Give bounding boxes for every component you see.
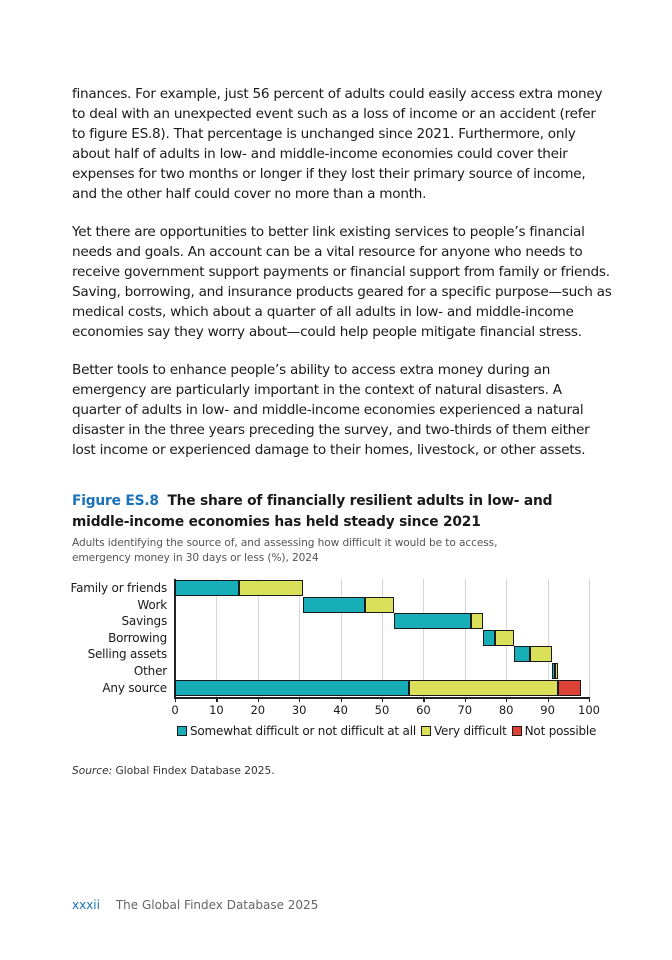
figure-number: Figure ES.8 [72, 493, 159, 509]
category-label: Selling assets [87, 647, 167, 662]
publication-title: The Global Findex Database 2025 [115, 898, 319, 912]
legend-label: Not possible [524, 724, 597, 738]
bar-segment [471, 613, 484, 629]
page-footer [72, 898, 318, 912]
bar-segment [555, 663, 558, 679]
bar-segment [303, 597, 364, 613]
legend-item [421, 724, 507, 738]
body-paragraph-2: Yet there are opportunities to better link existing services to people’s financial needs and goals. An account can be a vital resource for anyone who needs to receive government support payments or financial support from family or friends. Saving, borrowing, and insurance products geared for a specific purpose—such as medical costs, which about a quarter of all adults in low- and middle-income economies say they worry about—could help people mitigate financial stress. [72, 224, 612, 340]
page-number: xxxii [72, 898, 100, 912]
legend-label: Very difficult [433, 724, 507, 738]
bar-segment [495, 630, 513, 646]
x-axis-tick-label: 90 [540, 703, 555, 717]
figure-title-text: The share of financially resilient adults in low- and middle-income economies has held steady since 2021 [72, 493, 553, 530]
bar-segment [483, 630, 495, 646]
legend-swatch-icon [177, 726, 187, 736]
x-axis-tick-label: 40 [333, 703, 348, 717]
category-label: Savings [121, 614, 167, 629]
body-paragraph-1: finances. For example, just 56 percent of adults could easily access extra money to deal with an unexpected event such as a loss of income or an accident (refer to figure ES.8). That percentage is unchanged since 2021. Furthermore, only about half of adults in low- and middle-income economies could cover their expenses for two months or longer if they lost their primary source of income, and the other half could cover no more than a month. [72, 86, 603, 202]
figure-subtitle: Adults identifying the source of, and assessing how difficult it would be to access, emergency money in 30 days or less (%), 2024 [72, 537, 498, 564]
bar-segment [239, 580, 303, 596]
bar-segment [514, 646, 531, 662]
category-label: Other [133, 664, 167, 678]
legend-item [177, 724, 416, 738]
bar-segment [175, 580, 239, 596]
body-paragraph-3: Better tools to enhance people’s ability to access extra money during an emergency are particularly important in the context of natural disasters. A quarter of adults in low- and middle-income economies experienced a natural disaster in the three years preceding the survey, and two-thirds of them either lost income or experienced damage to their homes, livestock, or other assets. [72, 362, 590, 458]
x-axis-line [174, 697, 590, 699]
gridline [589, 579, 590, 697]
source-label: Source: [72, 765, 113, 777]
x-axis-tick-label: 100 [578, 703, 600, 717]
category-label: Any source [102, 680, 167, 695]
chart-legend [177, 724, 601, 738]
category-label: Borrowing [108, 630, 167, 645]
x-axis-tick-label: 20 [250, 703, 266, 717]
x-axis-tick-label: 30 [291, 703, 307, 717]
x-axis-tick-label: 10 [209, 703, 224, 717]
category-label: Family or friends [70, 581, 167, 595]
bar-segment [409, 680, 558, 696]
bar-segment [394, 613, 470, 629]
bar-segment [530, 646, 552, 662]
bar-segment [175, 680, 409, 696]
figure-source [72, 765, 275, 777]
bar-segment [558, 680, 581, 696]
figure-title [72, 491, 612, 533]
x-axis-tick-label: 50 [374, 703, 390, 717]
x-axis-tick-label: 80 [498, 703, 514, 717]
x-axis-tick-label: 70 [457, 703, 473, 717]
source-text: Global Findex Database 2025. [112, 765, 275, 777]
legend-swatch-icon [421, 726, 431, 736]
category-label: Work [137, 597, 167, 612]
legend-swatch-icon [512, 726, 522, 736]
legend-item [512, 724, 597, 738]
x-axis-tick-label: 0 [171, 703, 179, 717]
x-axis-tick-label: 60 [416, 703, 431, 717]
legend-label: Somewhat difficult or not difficult at all [190, 724, 416, 738]
bar-segment [365, 597, 395, 613]
